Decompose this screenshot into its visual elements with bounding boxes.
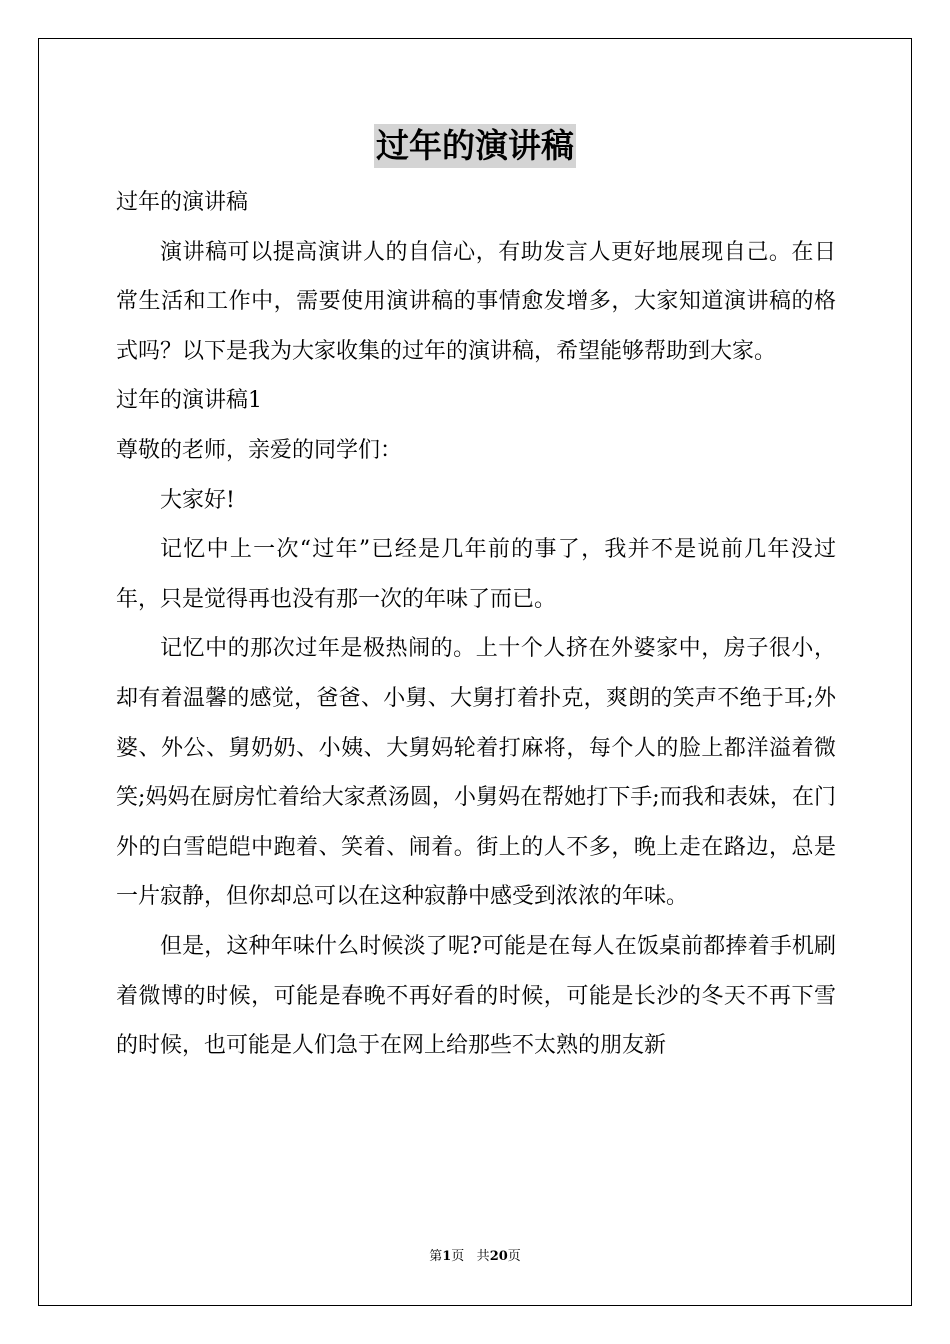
- footer-page-number: 1: [442, 1249, 452, 1264]
- paragraph: 但是，这种年味什么时候淡了呢?可能是在每人在饭桌前都捧着手机刷着微博的时候，可能是春晚不再好看的时候，可能是长沙的冬天不再下雪的时候，也可能是人们急于在网上给那些不太熟的朋友新: [116, 933, 836, 1059]
- paragraph: 过年的演讲稿1: [116, 388, 262, 414]
- footer-page-suffix: 页: [451, 1249, 465, 1264]
- footer-total-pages: 20: [489, 1249, 508, 1264]
- page-footer: [0, 1248, 950, 1266]
- title-wrap: [0, 124, 950, 168]
- paragraph: 大家好!: [160, 487, 235, 513]
- document-body: [116, 178, 836, 1071]
- paragraph: 记忆中的那次过年是极热闹的。上十个人挤在外婆家中，房子很小，却有着温馨的感觉，爸爸、小舅、大舅打着扑克，爽朗的笑声不绝于耳;外婆、外公、舅奶奶、小姨、大舅妈轮着打麻将，每个人的脸上都洋溢着微笑;妈妈在厨房忙着给大家煮汤圆，小舅妈在帮她打下手;而我和表妹，在门外的白雪皑皑中跑着、笑着、闹着。街上的人不多，晚上走在路边，总是一片寂静，但你却总可以在这种寂静中感受到浓浓的年味。: [116, 636, 836, 910]
- paragraph: 尊敬的老师，亲爱的同学们：: [116, 437, 403, 463]
- footer-page-prefix: 第: [429, 1249, 443, 1264]
- footer-total-suffix: 页: [507, 1249, 521, 1264]
- paragraph: 记忆中上一次“过年”已经是几年前的事了，我并不是说前几年没过年，只是觉得再也没有那一次的年味了而已。: [116, 537, 836, 612]
- paragraph: 过年的演讲稿: [116, 190, 249, 215]
- paragraph: 演讲稿可以提高演讲人的自信心，有助发言人更好地展现自己。在日常生活和工作中，需要使用演讲稿的事情愈发增多，大家知道演讲稿的格式吗？以下是我为大家收集的过年的演讲稿，希望能够帮助到大家。: [116, 239, 836, 364]
- footer-total-prefix: 共: [476, 1249, 490, 1264]
- document-title: 过年的演讲稿: [374, 124, 576, 168]
